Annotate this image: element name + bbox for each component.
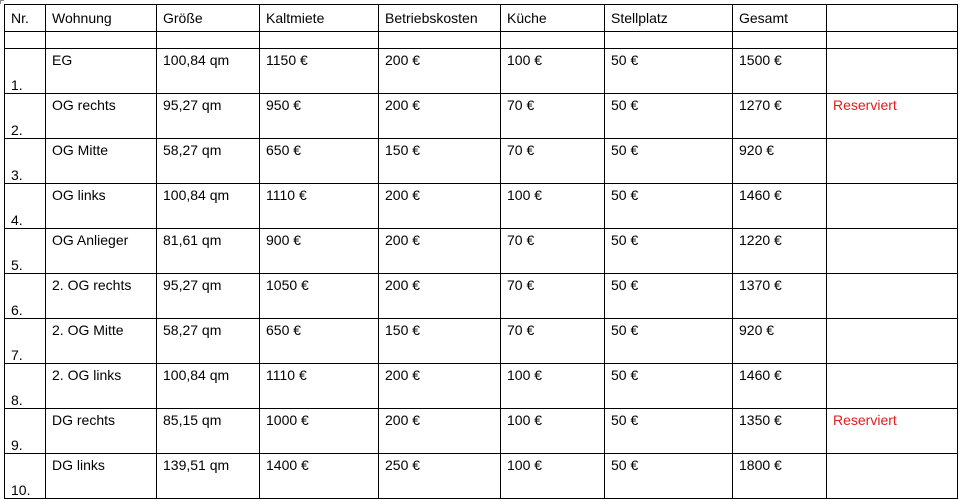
cell-gesamt[interactable]: 920 € [733,319,827,364]
cell-groesse[interactable]: 139,51 qm [157,454,260,499]
cell-wohnung[interactable]: DG links [46,454,157,499]
cell-gesamt[interactable]: 1270 € [733,94,827,139]
cell-nr[interactable]: 10. [5,454,46,499]
cell-groesse[interactable]: 100,84 qm [157,184,260,229]
header-nr: Nr. [5,5,46,32]
cell-gesamt[interactable]: 1460 € [733,184,827,229]
table-row [5,184,958,229]
cell-status[interactable] [827,454,958,499]
table-row [5,409,958,454]
cell-stellplatz[interactable]: 50 € [605,319,733,364]
cell-stellplatz[interactable]: 50 € [605,49,733,94]
cell-groesse[interactable]: 58,27 qm [157,319,260,364]
cell-wohnung[interactable]: OG rechts [46,94,157,139]
cell-kaltmiete[interactable]: 1110 € [260,364,379,409]
apartment-table [4,4,958,499]
header-wohnung: Wohnung [46,5,157,32]
cell-kueche[interactable]: 100 € [501,364,605,409]
cell-stellplatz[interactable]: 50 € [605,274,733,319]
cell-kueche[interactable]: 100 € [501,184,605,229]
cell-wohnung[interactable]: 2. OG links [46,364,157,409]
cell-stellplatz[interactable]: 50 € [605,229,733,274]
cell-nr[interactable]: 3. [5,139,46,184]
header-gesamt: Gesamt [733,5,827,32]
cell-betriebskosten[interactable]: 200 € [379,229,501,274]
table-row [5,229,958,274]
cell-kaltmiete[interactable]: 1400 € [260,454,379,499]
cell-wohnung[interactable]: OG links [46,184,157,229]
table-row [5,274,958,319]
header-stellplatz: Stellplatz [605,5,733,32]
table-body [5,32,958,499]
cell-nr[interactable]: 7. [5,319,46,364]
cell-status[interactable] [827,139,958,184]
cell-nr[interactable]: 2. [5,94,46,139]
cell-wohnung[interactable]: 2. OG Mitte [46,319,157,364]
header-betriebskosten: Betriebskosten [379,5,501,32]
cell-status[interactable] [827,364,958,409]
cell-betriebskosten[interactable]: 200 € [379,364,501,409]
cell-kaltmiete[interactable]: 1110 € [260,184,379,229]
cell-kaltmiete[interactable]: 1000 € [260,409,379,454]
cell-kueche[interactable]: 100 € [501,409,605,454]
cell-kaltmiete[interactable]: 1150 € [260,49,379,94]
cell-gesamt[interactable]: 1800 € [733,454,827,499]
empty-cell[interactable] [827,32,958,49]
cell-status[interactable] [827,184,958,229]
table-header-row [5,5,958,32]
cell-kaltmiete[interactable]: 900 € [260,229,379,274]
cell-groesse[interactable]: 95,27 qm [157,94,260,139]
cell-groesse[interactable]: 81,61 qm [157,229,260,274]
empty-cell[interactable] [379,32,501,49]
cell-stellplatz[interactable]: 50 € [605,184,733,229]
table-row [5,319,958,364]
table-row [5,94,958,139]
cell-stellplatz[interactable]: 50 € [605,94,733,139]
empty-cell[interactable] [501,32,605,49]
empty-cell[interactable] [5,32,46,49]
cell-status[interactable] [827,229,958,274]
cell-kueche[interactable]: 70 € [501,319,605,364]
cell-kueche[interactable]: 100 € [501,49,605,94]
cell-groesse[interactable]: 100,84 qm [157,364,260,409]
empty-cell[interactable] [605,32,733,49]
cell-groesse[interactable]: 100,84 qm [157,49,260,94]
cell-betriebskosten[interactable]: 200 € [379,409,501,454]
cell-status[interactable] [827,49,958,94]
cell-groesse[interactable]: 95,27 qm [157,274,260,319]
cell-nr[interactable]: 9. [5,409,46,454]
cell-wohnung[interactable]: OG Anlieger [46,229,157,274]
cell-betriebskosten[interactable]: 200 € [379,274,501,319]
cell-wohnung[interactable]: 2. OG rechts [46,274,157,319]
spacer-row [5,32,958,49]
cell-nr[interactable]: 5. [5,229,46,274]
header-status [827,5,958,32]
cell-betriebskosten[interactable]: 200 € [379,49,501,94]
empty-cell[interactable] [733,32,827,49]
header-kueche: Küche [501,5,605,32]
cell-nr[interactable]: 6. [5,274,46,319]
cell-stellplatz[interactable]: 50 € [605,454,733,499]
cell-status[interactable] [827,274,958,319]
cell-status[interactable]: Reserviert [827,94,958,139]
cell-betriebskosten[interactable]: 250 € [379,454,501,499]
table-row [5,364,958,409]
cell-kaltmiete[interactable]: 650 € [260,139,379,184]
cell-betriebskosten[interactable]: 150 € [379,319,501,364]
cell-kaltmiete[interactable]: 650 € [260,319,379,364]
cell-kueche[interactable]: 70 € [501,274,605,319]
empty-cell[interactable] [46,32,157,49]
cell-gesamt[interactable]: 1350 € [733,409,827,454]
cell-status[interactable] [827,319,958,364]
cell-gesamt[interactable]: 1460 € [733,364,827,409]
cell-wohnung[interactable]: OG Mitte [46,139,157,184]
cell-kueche[interactable]: 100 € [501,454,605,499]
document-page [4,4,956,498]
cell-status[interactable]: Reserviert [827,409,958,454]
cell-gesamt[interactable]: 1500 € [733,49,827,94]
cell-stellplatz[interactable]: 50 € [605,364,733,409]
cell-kaltmiete[interactable]: 950 € [260,94,379,139]
table-row [5,49,958,94]
cell-betriebskosten[interactable]: 150 € [379,139,501,184]
cell-gesamt[interactable]: 1370 € [733,274,827,319]
table-row [5,139,958,184]
table-row [5,454,958,499]
cell-nr[interactable]: 4. [5,184,46,229]
cell-groesse[interactable]: 85,15 qm [157,409,260,454]
cell-stellplatz[interactable]: 50 € [605,139,733,184]
cell-wohnung[interactable]: EG [46,49,157,94]
cell-kaltmiete[interactable]: 1050 € [260,274,379,319]
cell-betriebskosten[interactable]: 200 € [379,184,501,229]
cell-betriebskosten[interactable]: 200 € [379,94,501,139]
header-kaltmiete: Kaltmiete [260,5,379,32]
cell-nr[interactable]: 1. [5,49,46,94]
cell-kueche[interactable]: 70 € [501,139,605,184]
header-groesse: Größe [157,5,260,32]
cell-wohnung[interactable]: DG rechts [46,409,157,454]
cell-stellplatz[interactable]: 50 € [605,409,733,454]
cell-gesamt[interactable]: 920 € [733,139,827,184]
cell-nr[interactable]: 8. [5,364,46,409]
cell-gesamt[interactable]: 1220 € [733,229,827,274]
empty-cell[interactable] [157,32,260,49]
cell-groesse[interactable]: 58,27 qm [157,139,260,184]
cell-kueche[interactable]: 70 € [501,94,605,139]
cell-kueche[interactable]: 70 € [501,229,605,274]
empty-cell[interactable] [260,32,379,49]
